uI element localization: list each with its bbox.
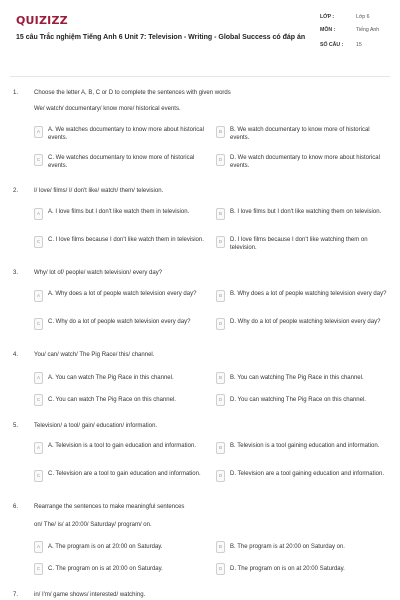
- option-letter-badge: D: [216, 236, 225, 248]
- option-text: A. The program is on at 20:00 on Saturday.: [48, 544, 163, 550]
- question-text: Choose the letter A, B, C or D to complete the sentences with given words: [34, 90, 231, 96]
- subject-label: MÔN :: [320, 27, 336, 33]
- option-letter-badge: D: [216, 318, 225, 330]
- question-number: 1.: [13, 90, 19, 96]
- option-text: B. Television is a tool gaining education and information.: [230, 443, 380, 449]
- question-prompt: on/ The/ is/ at 20:00/ Saturday/ program/ on.: [34, 522, 152, 528]
- option-text: A. You can watch The Pig Race in this channel.: [48, 375, 174, 381]
- meta-panel: [320, 14, 392, 55]
- question-number: 4.: [13, 352, 19, 358]
- option-text: B. Why does a lot of people watching television every day?: [230, 291, 387, 297]
- option-text: B. We watch documentary to know more of historical events.: [230, 127, 370, 141]
- option-text: C. We watches documentary to know more of historical events.: [48, 155, 195, 169]
- option-text: A. Television is a tool to gain education and information.: [48, 443, 196, 449]
- option-letter-badge: D: [216, 563, 225, 575]
- question-number: 2.: [13, 188, 19, 194]
- option-text: A. I love films but I don't like watch them in television.: [48, 209, 190, 215]
- question-text: Why/ lot of/ people/ watch television/ every day?: [34, 270, 163, 276]
- quizizz-logo: QUIZIZZ: [16, 14, 68, 27]
- option-text: B. I love films but I don't like watching them on television.: [230, 209, 382, 215]
- option-letter-badge: D: [216, 394, 225, 406]
- option-letter-badge: C: [34, 394, 43, 406]
- option-letter-badge: B: [216, 290, 225, 302]
- question-text: I/ love/ films/ I/ don't like/ watch/ them/ television.: [34, 188, 164, 194]
- question-number: 6.: [13, 504, 19, 510]
- option-text: D. I love films because I don't like watching them on television.: [230, 237, 368, 251]
- count-row: [320, 42, 392, 49]
- question-text: Rearrange the sentences to make meaningful sentences: [34, 504, 185, 510]
- option-text: A. We watches documentary to know more about historical events.: [48, 127, 204, 141]
- option-letter-badge: A: [34, 290, 43, 302]
- option-letter-badge: A: [34, 208, 43, 220]
- grade-value: Lớp 6: [356, 14, 370, 20]
- option-letter-badge: C: [34, 470, 43, 482]
- option-text: C. The program on is at 20:00 on Saturday.: [48, 566, 163, 572]
- option-letter-badge: C: [34, 236, 43, 248]
- option-text: C. You can watch The Pig Race on this channel.: [48, 397, 176, 403]
- option-letter-badge: B: [216, 208, 225, 220]
- option-text: B. You can watching The Pig Race in this channel.: [230, 375, 364, 381]
- question-number: 5.: [13, 423, 19, 429]
- question-text: in/ I'm/ game shows/ interested/ watching.: [34, 592, 146, 598]
- option-text: C. Television are a tool to gain education and information.: [48, 471, 201, 477]
- option-text: D. Why do a lot of people watching television every day?: [230, 319, 381, 325]
- option-letter-badge: A: [34, 541, 43, 553]
- option-text: A. Why does a lot of people watch television every day?: [48, 291, 197, 297]
- option-text: D. We watch documentary to know more about historical events.: [230, 155, 380, 169]
- subject-row: [320, 27, 392, 34]
- option-letter-badge: C: [34, 563, 43, 575]
- option-letter-badge: A: [34, 126, 43, 138]
- option-letter-badge: A: [34, 372, 43, 384]
- count-label: SỐ CÂU :: [320, 42, 344, 48]
- grade-row: [320, 14, 392, 21]
- question-text: You/ can/ watch/ The Pig Race/ this/ channel.: [34, 352, 155, 358]
- option-text: D. Television are a tool gaining education and information.: [230, 471, 384, 477]
- option-text: D. You can watching The Pig Race on this channel.: [230, 397, 366, 403]
- option-letter-badge: A: [34, 442, 43, 454]
- option-letter-badge: B: [216, 372, 225, 384]
- option-letter-badge: D: [216, 154, 225, 166]
- subject-value: Tiếng Anh: [356, 27, 380, 33]
- header-divider: [10, 76, 390, 77]
- option-letter-badge: B: [216, 541, 225, 553]
- option-text: C. I love films because I don't like watch them in television.: [48, 237, 204, 243]
- option-text: B. The program is at 20:00 on Saturday on.: [230, 544, 345, 550]
- question-text: Television/ a tool/ gain/ education/ information.: [34, 423, 158, 429]
- option-letter-badge: B: [216, 126, 225, 138]
- option-letter-badge: C: [34, 318, 43, 330]
- option-text: D. The program on is on at 20:00 Saturday.: [230, 566, 345, 572]
- question-number: 7.: [13, 592, 19, 598]
- question-number: 3.: [13, 270, 19, 276]
- question-prompt: We/ watch/ documentary/ know more/ historical events.: [34, 106, 181, 112]
- grade-label: LỚP :: [320, 14, 335, 20]
- worksheet-header: [0, 0, 400, 72]
- option-letter-badge: D: [216, 470, 225, 482]
- option-text: C. Why do a lot of people watch television every day?: [48, 319, 191, 325]
- worksheet-title: 15 câu Trắc nghiệm Tiếng Anh 6 Unit 7: Television - Writing - Global Success có đáp án: [16, 34, 306, 41]
- option-letter-badge: C: [34, 154, 43, 166]
- option-letter-badge: B: [216, 442, 225, 454]
- count-value: 15: [356, 42, 362, 48]
